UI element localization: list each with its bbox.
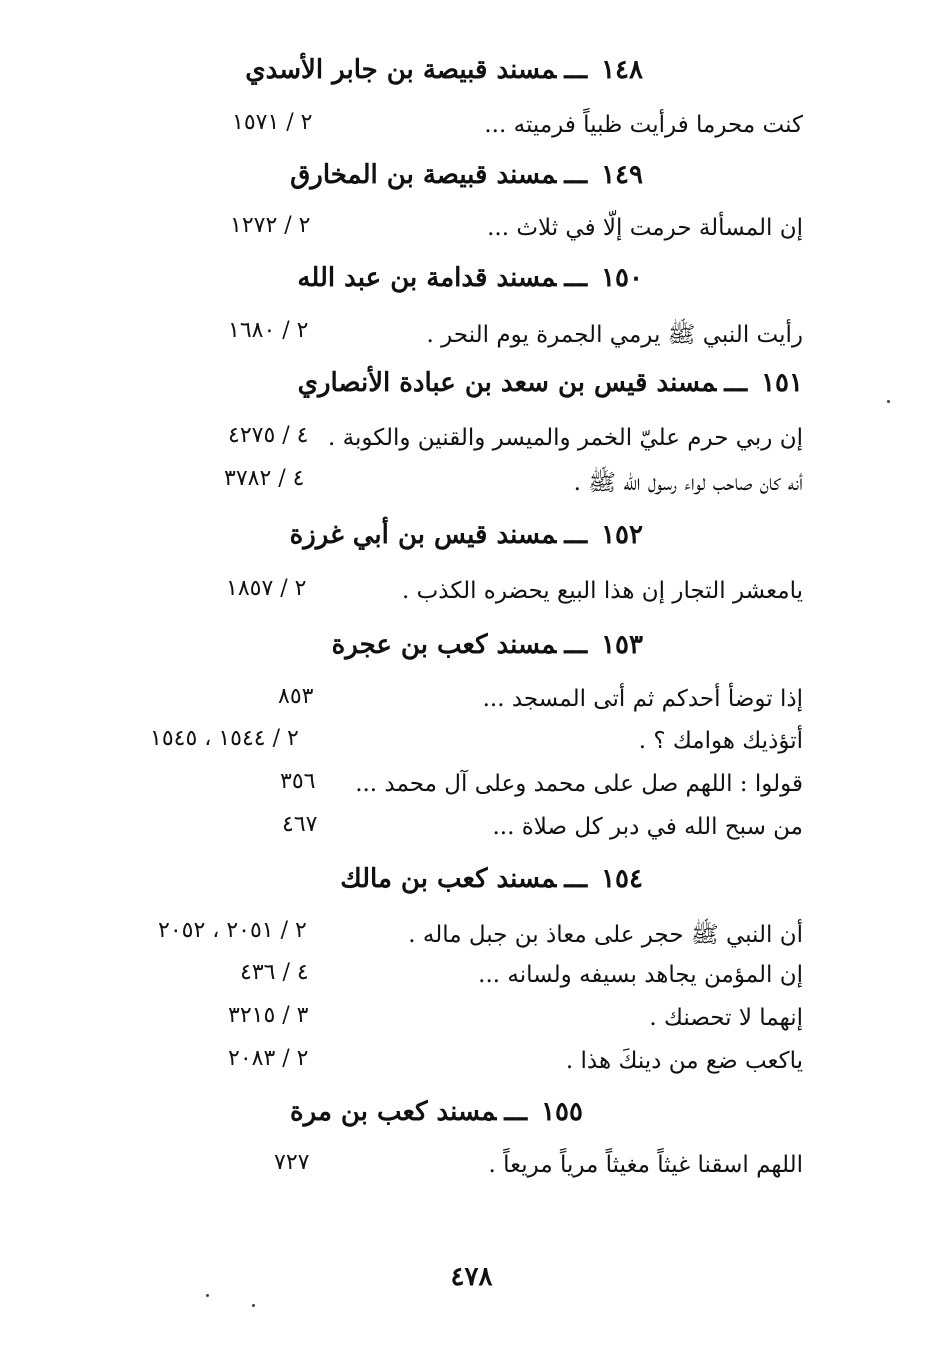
section-heading-154 (340, 864, 643, 894)
scan-speck (252, 1304, 255, 1307)
hadith-entry-text: يامعشر التجار إن هذا البيع يحضره الكذب . (402, 578, 803, 604)
section-dash: ـــ (724, 368, 748, 398)
page-number: ٤٧٨ (450, 1262, 493, 1292)
hadith-entry-ref: ٢ / ٢٠٨٣ (228, 1046, 309, 1071)
hadith-entry-text: إن المسألة حرمت إلّا في ثلاث ... (487, 215, 803, 241)
section-dash: ـــ (564, 160, 588, 190)
section-heading-150 (297, 263, 643, 293)
hadith-entry-text: إنهما لا تحصنك . (649, 1005, 803, 1031)
hadith-entry-text: ياكعب ضع من دينكَ هذا . (565, 1048, 803, 1074)
section-number: ١٥٤ (601, 864, 643, 894)
section-title: مسند قبيصة بن جابر الأسدي (245, 55, 557, 85)
section-number: ١٥٣ (601, 630, 643, 660)
hadith-entry-ref: ٣ / ٣٢١٥ (228, 1003, 309, 1028)
hadith-entry-text: كنت محرما فرأيت ظبياً فرميته ... (484, 112, 803, 138)
section-dash: ـــ (564, 263, 588, 293)
section-title: مسند قيس بن سعد بن عبادة الأنصاري (297, 368, 717, 398)
section-heading-153 (332, 630, 643, 660)
section-number: ١٤٨ (601, 55, 643, 85)
section-number: ١٥٢ (601, 520, 643, 550)
hadith-entry-text: إن ربي حرم عليّ الخمر والميسر والقنين والكوبة . (328, 425, 803, 451)
hadith-entry-text: قولوا : اللهم صل على محمد وعلى آل محمد ... (355, 771, 803, 797)
section-heading-148 (245, 55, 643, 85)
hadith-entry-ref: ٣٥٦ (280, 769, 316, 794)
hadith-entry-ref: ٨٥٣ (278, 684, 314, 709)
section-heading-149 (290, 160, 643, 190)
hadith-entry-ref: ٤ / ٤٣٦ (240, 960, 309, 985)
hadith-entry-ref: ٢ / ٢٠٥١ ، ٢٠٥٢ (158, 918, 307, 943)
hadith-entry-text: إن المؤمن يجاهد بسيفه ولسانه ... (478, 962, 803, 988)
hadith-entry-text: رأيت النبي ﷺ يرمي الجمرة يوم النحر . (426, 322, 803, 348)
section-dash: ـــ (564, 864, 588, 894)
hadith-entry-text: اللهم اسقنا غيثاً مغيثاً مرياً مريعاً . (488, 1152, 803, 1178)
hadith-entry-ref: ٢ / ١٥٤٤ ، ١٥٤٥ (150, 726, 299, 751)
hadith-entry-text: من سبح الله في دبر كل صلاة ... (492, 814, 803, 840)
section-heading-155 (290, 1097, 583, 1127)
section-title: مسند كعب بن مالك (340, 864, 557, 894)
hadith-entry-text: أنه كان صاحب لواء رسول الله ﷺ . (573, 470, 803, 496)
hadith-entry-ref: ٢ / ١٨٥٧ (226, 576, 307, 601)
hadith-entry-ref: ٤ / ٣٧٨٢ (224, 466, 305, 491)
hadith-entry-ref: ٢ / ١٦٨٠ (228, 318, 309, 343)
hadith-entry-text: أتؤذيك هوامك ؟ . (638, 728, 803, 754)
section-title: مسند قيس بن أبي غرزة (289, 520, 557, 550)
section-title: مسند كعب بن مرة (289, 1097, 497, 1127)
hadith-entry-ref: ٧٢٧ (274, 1150, 310, 1175)
section-title: مسند قدامة بن عبد الله (297, 263, 557, 293)
hadith-entry-ref: ٢ / ١٥٧١ (232, 110, 313, 135)
section-dash: ـــ (564, 630, 588, 660)
section-number: ١٥١ (761, 368, 803, 398)
section-number: ١٥٥ (541, 1097, 583, 1127)
section-title: مسند قبيصة بن المخارق (290, 160, 557, 190)
section-dash: ـــ (504, 1097, 528, 1127)
section-dash: ـــ (564, 55, 588, 85)
hadith-entry-text: أن النبي ﷺ حجر على معاذ بن جبل ماله . (408, 922, 803, 948)
scan-speck (887, 400, 890, 403)
section-heading-151 (298, 368, 803, 398)
hadith-entry-ref: ٢ / ١٢٧٢ (230, 213, 311, 238)
hadith-entry-ref: ٤٦٧ (282, 812, 318, 837)
section-heading-152 (290, 520, 643, 550)
section-number: ١٥٠ (601, 263, 643, 293)
section-dash: ـــ (564, 520, 588, 550)
hadith-entry-ref: ٤ / ٤٢٧٥ (228, 423, 309, 448)
section-number: ١٤٩ (601, 160, 643, 190)
scan-speck (206, 1294, 209, 1297)
hadith-entry-text: إذا توضأ أحدكم ثم أتى المسجد ... (482, 686, 803, 712)
section-title: مسند كعب بن عجرة (331, 630, 557, 660)
